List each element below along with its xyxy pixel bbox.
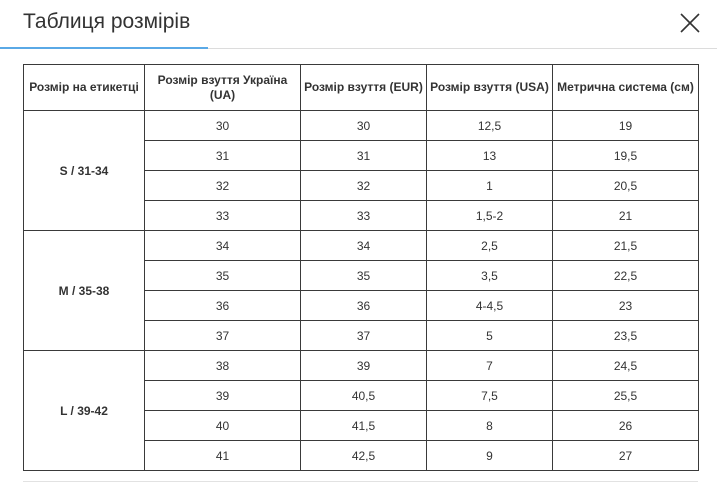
cell-cm: 20,5 — [553, 171, 699, 201]
header-row — [24, 65, 699, 111]
cell-cm: 21 — [553, 201, 699, 231]
cell-cm: 27 — [553, 441, 699, 471]
cell-usa: 8 — [427, 411, 553, 441]
cell-usa: 7 — [427, 351, 553, 381]
cell-ua: 34 — [145, 231, 301, 261]
cell-eur: 41,5 — [301, 411, 427, 441]
header-accent-underline — [0, 47, 208, 49]
cell-ua: 40 — [145, 411, 301, 441]
close-icon[interactable] — [677, 10, 703, 36]
cell-ua: 30 — [145, 111, 301, 141]
size-group-label: L / 39-42 — [24, 351, 145, 471]
cell-eur: 34 — [301, 231, 427, 261]
table-row — [24, 231, 699, 261]
cell-cm: 24,5 — [553, 351, 699, 381]
cell-eur: 39 — [301, 351, 427, 381]
cell-usa: 9 — [427, 441, 553, 471]
header-usa-size: Розмір взуття (USA) — [427, 65, 553, 111]
cell-cm: 23,5 — [553, 321, 699, 351]
footer-divider — [23, 481, 698, 482]
cell-eur: 33 — [301, 201, 427, 231]
cell-ua: 41 — [145, 441, 301, 471]
header-eur-size: Розмір взуття (EUR) — [301, 65, 427, 111]
header-ua-size: Розмір взуття Україна (UA) — [145, 65, 301, 111]
table-row — [24, 111, 699, 141]
cell-cm: 25,5 — [553, 381, 699, 411]
size-group-label: M / 35-38 — [24, 231, 145, 351]
modal-title: Таблиця розмірів — [23, 10, 191, 33]
cell-cm: 19 — [553, 111, 699, 141]
cell-cm: 26 — [553, 411, 699, 441]
cell-eur: 32 — [301, 171, 427, 201]
cell-eur: 42,5 — [301, 441, 427, 471]
cell-ua: 33 — [145, 201, 301, 231]
cell-eur: 30 — [301, 111, 427, 141]
size-group-label: S / 31-34 — [24, 111, 145, 231]
cell-cm: 22,5 — [553, 261, 699, 291]
size-table-body — [24, 111, 699, 471]
cell-usa: 3,5 — [427, 261, 553, 291]
cell-usa: 1 — [427, 171, 553, 201]
size-table-header — [24, 65, 699, 111]
cell-eur: 31 — [301, 141, 427, 171]
cell-eur: 37 — [301, 321, 427, 351]
header-label-size: Розмір на етикетці — [24, 65, 145, 111]
cell-eur: 35 — [301, 261, 427, 291]
table-row — [24, 351, 699, 381]
cell-cm: 23 — [553, 291, 699, 321]
cell-cm: 19,5 — [553, 141, 699, 171]
size-table — [23, 64, 699, 471]
cell-eur: 40,5 — [301, 381, 427, 411]
cell-ua: 38 — [145, 351, 301, 381]
cell-usa: 1,5-2 — [427, 201, 553, 231]
cell-ua: 31 — [145, 141, 301, 171]
cell-usa: 2,5 — [427, 231, 553, 261]
cell-ua: 32 — [145, 171, 301, 201]
header-metric-size: Метрична система (см) — [553, 65, 699, 111]
cell-ua: 39 — [145, 381, 301, 411]
cell-usa: 13 — [427, 141, 553, 171]
cell-ua: 35 — [145, 261, 301, 291]
cell-ua: 36 — [145, 291, 301, 321]
cell-cm: 21,5 — [553, 231, 699, 261]
cell-eur: 36 — [301, 291, 427, 321]
cell-ua: 37 — [145, 321, 301, 351]
cell-usa: 12,5 — [427, 111, 553, 141]
cell-usa: 5 — [427, 321, 553, 351]
cell-usa: 7,5 — [427, 381, 553, 411]
cell-usa: 4-4,5 — [427, 291, 553, 321]
